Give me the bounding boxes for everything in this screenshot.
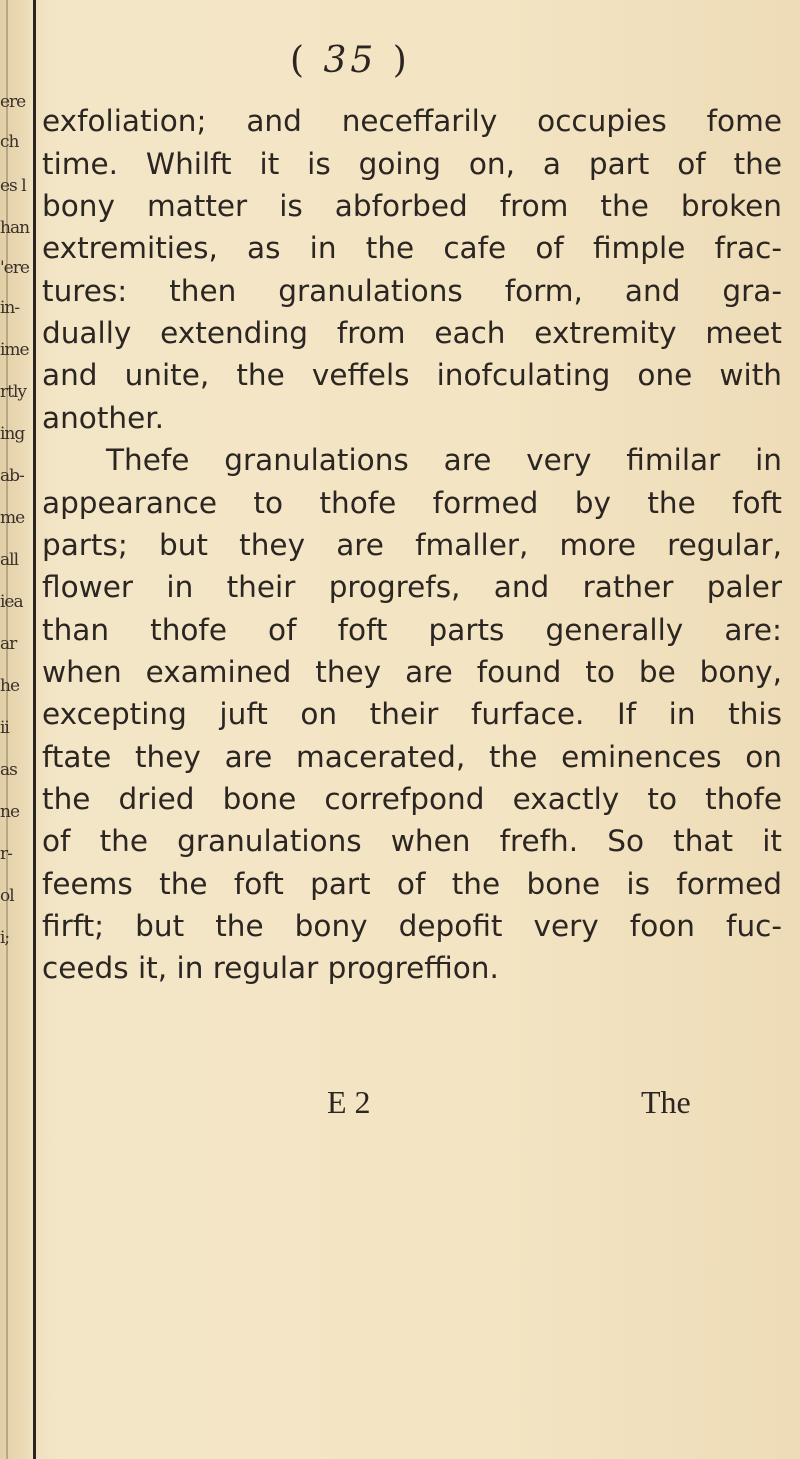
- bleed-fragment: ab-: [0, 466, 24, 486]
- gutter-fold-line: [33, 0, 36, 1459]
- bleed-fragment: ere: [0, 92, 26, 112]
- page-number: 35: [323, 40, 378, 81]
- text-line: another.: [42, 401, 165, 435]
- page-header: [290, 40, 411, 81]
- bleed-fragment: ii: [0, 718, 9, 738]
- text-line: Thefe granulations are very fimilar in: [106, 443, 782, 477]
- bleed-fragment: ol: [0, 886, 14, 906]
- text-line: than thofe of foft parts generally are:: [42, 613, 782, 647]
- bleed-fragment: es l: [0, 176, 26, 196]
- text-line: extremities, as in the cafe of fimple frac-: [42, 231, 782, 265]
- signature-mark: E 2: [327, 1084, 371, 1120]
- bleed-fragment: 'ere: [0, 258, 29, 278]
- text-line: excepting juft on their furface. If in this: [42, 697, 782, 731]
- bleed-fragment: in-: [0, 298, 20, 318]
- text-line: flower in their progrefs, and rather paler: [42, 570, 782, 604]
- text-line: tures: then granulations form, and gra-: [42, 274, 782, 308]
- text-line: parts; but they are fmaller, more regular,: [42, 528, 782, 562]
- header-open-paren: (: [290, 40, 309, 81]
- text-line: dually extending from each extremity meet: [42, 316, 782, 350]
- bleed-fragment: r-: [0, 844, 12, 864]
- bleed-fragment: all: [0, 550, 19, 570]
- bleed-fragment: me: [0, 508, 25, 528]
- text-line: the dried bone correfpond exactly to thofe: [42, 782, 782, 816]
- bleed-fragment: han: [0, 218, 30, 238]
- bleed-fragment: as: [0, 760, 17, 780]
- text-line: exfoliation; and neceffarily occupies fome: [42, 104, 782, 138]
- text-line: when examined they are found to be bony,: [42, 655, 782, 689]
- bleed-fragment: ne: [0, 802, 20, 822]
- bleed-fragment: ing: [0, 424, 25, 444]
- bleed-fragment: ar: [0, 634, 17, 654]
- catchword: The: [641, 1084, 691, 1120]
- bleed-fragment: iea: [0, 592, 23, 612]
- header-close-paren: ): [392, 40, 411, 81]
- bleed-fragment: i;: [0, 928, 10, 948]
- bleed-fragment: rtly: [0, 382, 26, 402]
- text-line: and unite, the veffels inofculating one with: [42, 358, 782, 392]
- bleed-fragment: he: [0, 676, 20, 696]
- text-line: feems the foft part of the bone is formed: [42, 867, 782, 901]
- text-line: time. Whilft it is going on, a part of the: [42, 147, 782, 181]
- text-line: appearance to thofe formed by the foft: [42, 486, 782, 520]
- text-line: ftate they are macerated, the eminences on: [42, 740, 782, 774]
- bleed-fragment: ime: [0, 340, 29, 360]
- text-line: of the granulations when frefh. So that it: [42, 824, 782, 858]
- text-line: bony matter is abforbed from the broken: [42, 189, 782, 223]
- text-line: ceeds it, in regular progreffion.: [42, 951, 499, 985]
- text-line: firft; but the bony depofit very foon fuc-: [42, 909, 782, 943]
- bleed-fragment: ch: [0, 132, 19, 152]
